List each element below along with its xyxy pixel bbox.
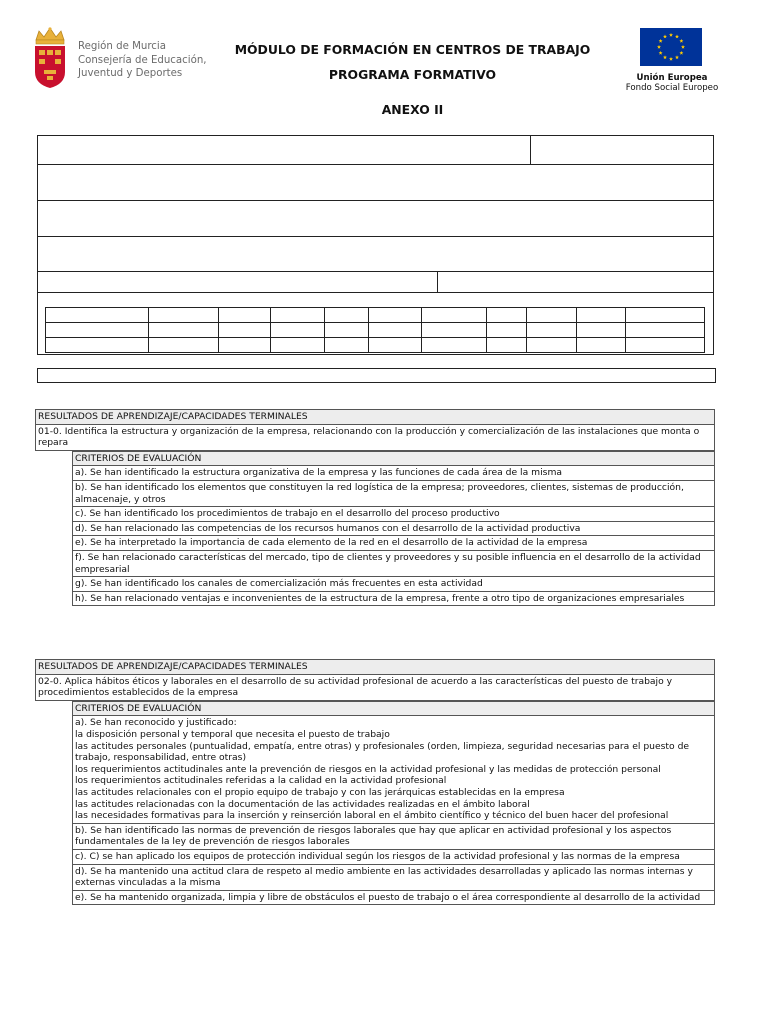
grid-line: [421, 307, 422, 353]
criterion: b). Se han identificado las normas de prevención de riesgos laborales que hay que aplicar en actividad profesional y los aspectos fundamentales de la ley de prevención de riesgos laborales: [72, 824, 715, 850]
grid-line: [218, 307, 219, 353]
form-divider: [37, 271, 714, 272]
criterion: a). Se han identificado la estructura organizativa de la empresa y las funciones de cada área de la misma: [72, 466, 715, 481]
region-murcia-logo: [30, 26, 70, 90]
grid-line: [45, 322, 705, 323]
form-divider: [37, 164, 714, 165]
document-title: MÓDULO DE FORMACIÓN EN CENTROS DE TRABAJO: [234, 42, 591, 57]
empty-field: [37, 368, 716, 383]
grid-line: [526, 307, 527, 353]
murcia-line: Juventud y Deportes: [78, 68, 183, 80]
schedule-grid: [45, 307, 705, 353]
criterion: d). Se han relacionado las competencias de los recursos humanos con el desarrollo de la actividad productiva: [72, 522, 715, 537]
eu-caption: [602, 73, 742, 94]
form-divider: [437, 271, 438, 292]
criterion: d). Se ha mantenido una actitud clara de respeto al medio ambiente en las actividades desarrolladas y aplicado las normas internas y externas vinculadas a la misma: [72, 865, 715, 891]
grid-line: [324, 307, 325, 353]
grid-line: [270, 307, 271, 353]
criterion: g). Se han identificado los canales de comercialización más frecuentes en esta actividad: [72, 577, 715, 592]
grid-line: [486, 307, 487, 353]
annex-label: ANEXO II: [381, 102, 444, 117]
criterion: c). C) se han aplicado los equipos de protección individual según los riesgos de la actividad profesional y las normas de la empresa: [72, 850, 715, 865]
grid-line: [148, 307, 149, 353]
section-header: RESULTADOS DE APRENDIZAJE/CAPACIDADES TERMINALES: [35, 659, 715, 675]
grid-line: [576, 307, 577, 353]
form-divider: [530, 135, 531, 164]
eu-flag-icon: [640, 28, 702, 66]
learning-result: 02-0. Aplica hábitos éticos y laborales en el desarrollo de su actividad profesional de acuerdo a las características del puesto de trabajo y procedimientos establecidos de la empresa: [35, 675, 715, 701]
eu-name: Unión Europea: [636, 73, 708, 83]
section-header: RESULTADOS DE APRENDIZAJE/CAPACIDADES TERMINALES: [35, 409, 715, 425]
criterion: e). Se ha mantenido organizada, limpia y libre de obstáculos el puesto de trabajo o el área correspondiente al desarrollo de la actividad: [72, 891, 715, 906]
grid-line: [368, 307, 369, 353]
murcia-line: Consejería de Educación,: [78, 54, 207, 66]
murcia-line: Región de Murcia: [78, 41, 166, 52]
criterion: f). Se han relacionado características del mercado, tipo de clientes y proveedores y su posible influencia en el desarrollo de la actividad empresarial: [72, 551, 715, 577]
criterion: b). Se han identificado los elementos que constituyen la red logística de la empresa; proveedores, clientes, sistemas de producción, almacenaje, y otros: [72, 481, 715, 507]
region-murcia-name: [78, 40, 207, 81]
form-divider: [37, 200, 714, 201]
criteria-block: [72, 451, 715, 607]
learning-result: 01-0. Identifica la estructura y organización de la empresa, relacionando con la producción y comercialización de las instalaciones que monta o repara: [35, 425, 715, 451]
criterion: c). Se han identificado los procedimientos de trabajo en el desarrollo del proceso productivo: [72, 507, 715, 522]
grid-line: [45, 337, 705, 338]
form-divider: [37, 292, 714, 293]
criteria-block: [72, 701, 715, 906]
criterion: h). Se han relacionado ventajas e inconvenientes de la estructura de la empresa, frente a otro tipo de organizaciones empresariales: [72, 592, 715, 607]
form-divider: [37, 236, 714, 237]
eu-fund: Fondo Social Europeo: [625, 83, 719, 94]
document-subtitle: PROGRAMA FORMATIVO: [328, 67, 497, 82]
learning-result-section: [35, 659, 715, 905]
learning-result-section: [35, 409, 715, 606]
criteria-header: CRITERIOS DE EVALUACIÓN: [72, 451, 715, 467]
criterion: a). Se han reconocido y justificado: la disposición personal y temporal que necesita el puesto de trabajo las actitudes personales (puntualidad, empatía, entre otras) y profesionales (orden, limpieza, seguridad necesarias para el puesto de trabajo, responsabilidad, entre otras) los requerimientos actitudinales ante la prevención de riesgos en la actividad profesional y las medidas de protección personal los requerimientos actitudinales referidas a la calidad en la actividad profesional las actitudes relacionales con el propio equipo de trabajo y con las jerárquicas establecidas en la empresa las actitudes relacionadas con la documentación de las actividades realizadas en el ámbito laboral las necesidades formativas para la inserción y reinserción laboral en el ámbito científico y técnico del buen hacer del profesional: [72, 716, 715, 823]
criterion: e). Se ha interpretado la importancia de cada elemento de la red en el desarrollo de la actividad de la empresa: [72, 536, 715, 551]
grid-line: [625, 307, 626, 353]
criteria-header: CRITERIOS DE EVALUACIÓN: [72, 701, 715, 717]
